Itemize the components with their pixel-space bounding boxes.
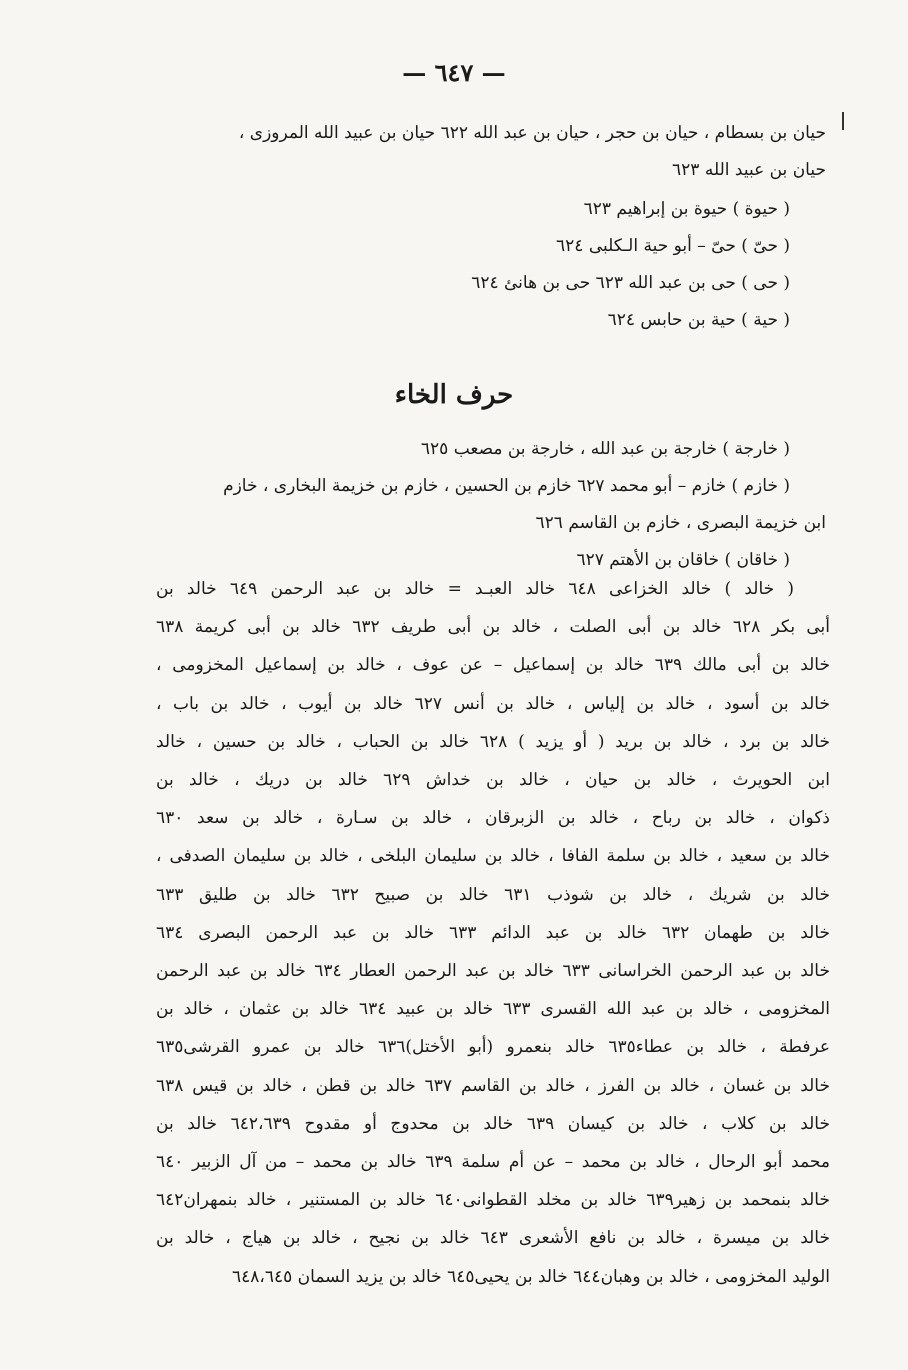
entry-line: ( حىّ ) حىّ – أبو حية الـكلبى ٦٢٤ [556,236,790,256]
khalid-line: خالد بن عبد الرحمن الخراسانى ٦٣٣ خالد بن عبد الرحمن العطار ٦٣٤ خالد بن عبد الرحمن [156,961,830,982]
khalid-line: خالد بن ميسرة ، خالد بن نافع الأشعرى ٦٤٣ خالد بن نجيح ، خالد بن هياج ، خالد بن [156,1228,830,1249]
khalid-line: ذكوان ، خالد بن رباح ، خالد بن الزبرقان ، خالد بن سـارة ، خالد بن سعد ٦٣٠ [156,808,830,829]
entry-line: ابن خزيمة البصرى ، خازم بن القاسم ٦٢٦ [535,513,826,533]
page-number: — ٦٤٧ — [402,58,506,87]
text-line: حيان بن بسطام ، حيان بن حجر ، حيان بن عبد الله ٦٢٢ حيان بن عبيد الله المروزى ، [238,123,826,143]
entries-before-section [166,191,826,339]
entry-line: ( خازم ) خازم – أبو محمد ٦٢٧ خازم بن الحسين ، خازم بن خزيمة البخارى ، خازم [223,476,790,496]
entry-line: ( حى ) حى بن عبد الله ٦٢٣ حى بن هانئ ٦٢٤ [471,273,790,293]
section-entries [166,431,826,579]
text-line: حيان بن عبيد الله ٦٢٣ [672,160,826,180]
khalid-entries [156,570,830,1296]
khalid-line: خالد بن أبى مالك ٦٣٩ خالد بن إسماعيل – عن عوف ، خالد بن إسماعيل المخزومى ، [156,655,830,676]
entry-line: ( خاقان ) خاقان بن الأهتم ٦٢٧ [576,550,790,570]
entry-line: ( خارجة ) خارجة بن عبد الله ، خارجة بن مصعب ٦٢٥ [420,439,790,459]
entry-line: ( حية ) حية بن حابس ٦٢٤ [607,310,790,330]
margin-mark [842,112,844,130]
khalid-line: خالد بن أسود ، خالد بن إلياس ، خالد بن أنس ٦٢٧ خالد بن أيوب ، خالد بن باب ، [156,693,830,714]
khalid-line: المخزومى ، خالد بن عبد الله القسرى ٦٣٣ خالد بن عبيد ٦٣٤ خالد بن عثمان ، خالد بن [156,999,831,1020]
khalid-line: خالد بن غسان ، خالد بن الفرز ، خالد بن القاسم ٦٣٧ خالد بن قطن ، خالد بن قيس ٦٣٨ [156,1075,830,1096]
khalid-line: خالد بن كلاب ، خالد بن كيسان ٦٣٩ خالد بن محدوج أو مقدوح ٦٤٢،٦٣٩ خالد بن [156,1113,830,1134]
khalid-line: ابن الحويرث ، خالد بن حيان ، خالد بن خداش ٦٢٩ خالد بن دريك ، خالد بن [156,770,830,791]
khalid-line: أبى بكر ٦٢٨ خالد بن أبى الصلت ، خالد بن أبى طريف ٦٣٢ خالد بن أبى كريمة ٦٣٨ [156,617,830,638]
khalid-line: خالد بن شريك ، خالد بن شوذب ٦٣١ خالد بن صبيح ٦٣٢ خالد بن طليق ٦٣٣ [156,884,831,905]
top-lines-block [166,115,826,189]
khalid-line: عرفطة ، خالد بن عطاء٦٣٥ خالد بنعمرو (أبو الأختل)٦٣٦ خالد بن عمرو القرشى٦٣٥ [156,1037,830,1058]
khalid-line: خالد بن طهمان ٦٣٢ خالد بن عبد الدائم ٦٣٣ خالد بن عبد الرحمن البصرى ٦٣٤ [156,922,831,943]
section-title: حرف الخاء [394,380,514,410]
khalid-line: خالد بن سعيد ، خالد بن سلمة الفافا ، خالد بن سليمان البلخى ، خالد بن سليمان الصدفى ، [156,846,830,867]
khalid-line: ( خالد ) خالد الخزاعى ٦٤٨ خالد العبـد = خالد بن عبد الرحمن ٦٤٩ خالد بن [156,579,794,599]
khalid-line: خالد بنمحمد بن زهير٦٣٩ خالد بن مخلد القطوانى٦٤٠ خالد بن المستنير ، خالد بنمهران٦٤٢ [156,1190,830,1211]
entry-line: ( حيوة ) حيوة بن إبراهيم ٦٢٣ [583,199,790,219]
khalid-line: محمد أبو الرحال ، خالد بن محمد – عن أم سلمة ٦٣٩ خالد بن محمد – من آل الزبير ٦٤٠ [156,1152,831,1173]
khalid-line: الوليد المخزومى ، خالد بن وهبان٦٤٤ خالد بن يحيى٦٤٥ خالد بن يزيد السمان ٦٤٨،٦٤٥ [231,1266,830,1287]
khalid-line: خالد بن برد ، خالد بن بريد ( أو يزيد ) ٦٢٨ خالد بن الحباب ، خالد بن حسين ، خالد [156,731,830,752]
